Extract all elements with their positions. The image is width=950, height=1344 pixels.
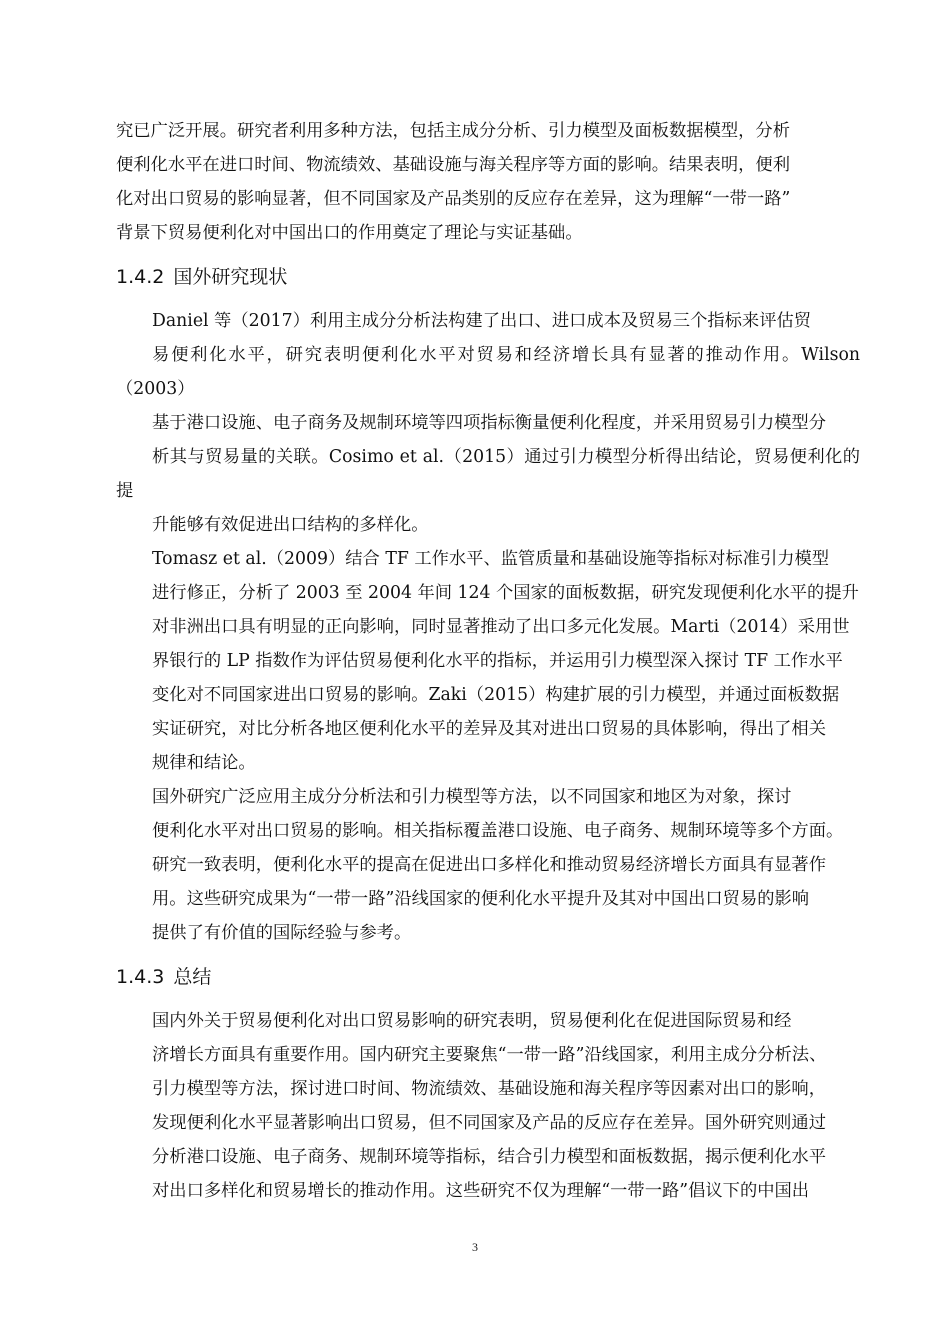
text-line: 发现便利化水平显著影响出口贸易，但不同国家及产品的反应存在差异。国外研究则通过 [152,1113,826,1133]
text-line: Tomasz et al.（2009）结合 TF 工作水平、监管质量和基础设施等指标对标准引力模型 [152,549,830,569]
text-line: 实证研究，对比分析各地区便利化水平的差异及其对进出口贸易的具体影响，得出了相关 [152,719,826,739]
text-line: 对非洲出口具有明显的正向影响，同时显著推动了出口多元化发展。Marti（2014）采用世 [152,617,850,637]
text-line: 规律和结论。 [152,753,256,773]
text-line: 济增长方面具有重要作用。国内研究主要聚焦“一带一路”沿线国家，利用主成分分析法、 [152,1045,827,1065]
page-number: 3 [472,1240,478,1254]
section-heading-1-4-2 [116,250,860,304]
text-line: 便利化水平在进口时间、物流绩效、基础设施与海关程序等方面的影响。结果表明，便利 [116,155,790,175]
paragraph-conclusion [116,1004,860,1208]
text-line: 用。这些研究成果为“一带一路”沿线国家的便利化水平提升及其对中国出口贸易的影响 [152,889,810,909]
text-line: 提供了有价值的国际经验与参考。 [152,923,412,943]
text-line: 析其与贸易量的关联。Cosimo et al.（2015）通过引力模型分析得出结论，贸易便利化的提 [116,447,860,501]
text-line: 易便利化水平，研究表明便利化水平对贸易和经济增长具有显著的推动作用。Wilson（2003） [116,345,860,399]
intro-paragraph [116,114,860,250]
text-line: 界银行的 LP 指数作为评估贸易便利化水平的指标，并运用引力模型深入探讨 TF 工作水平 [152,651,843,671]
text-line: 对出口多样化和贸易增长的推动作用。这些研究不仅为理解“一带一路”倡议下的中国出 [152,1181,810,1201]
paper-body [116,114,860,1208]
text-line: 引力模型等方法，探讨进口时间、物流绩效、基础设施和海关程序等因素对出口的影响， [152,1079,826,1099]
text-line: 进行修正，分析了 2003 至 2004 年间 124 个国家的面板数据，研究发现便利化水平的提升 [152,583,859,603]
section-heading-1-4-3 [116,950,860,1004]
paragraph-daniel [116,304,860,542]
section-number: 1.4.3 [116,966,165,988]
paragraph-foreign-summary [116,780,860,950]
text-line: 变化对不同国家进出口贸易的影响。Zaki（2015）构建扩展的引力模型，并通过面板数据 [152,685,840,705]
text-line: Daniel 等（2017）利用主成分分析法构建了出口、进口成本及贸易三个指标来评估贸 [152,311,812,331]
text-line: 研究一致表明，便利化水平的提高在促进出口多样化和推动贸易经济增长方面具有显著作 [152,855,826,875]
text-line: 国外研究广泛应用主成分分析法和引力模型等方法，以不同国家和地区为对象，探讨 [152,787,792,807]
text-line: 分析港口设施、电子商务、规制环境等指标，结合引力模型和面板数据，揭示便利化水平 [152,1147,826,1167]
section-title: 国外研究现状 [173,266,288,288]
text-line: 国内外关于贸易便利化对出口贸易影响的研究表明，贸易便利化在促进国际贸易和经 [152,1011,792,1031]
paragraph-tomasz [116,542,860,780]
text-line: 究已广泛开展。研究者利用多种方法，包括主成分分析、引力模型及面板数据模型，分析 [116,121,790,141]
text-line: 便利化水平对出口贸易的影响。相关指标覆盖港口设施、电子商务、规制环境等多个方面。 [152,821,844,841]
text-line: 背景下贸易便利化对中国出口的作用奠定了理论与实证基础。 [116,223,583,243]
text-line: 升能够有效促进出口结构的多样化。 [152,515,429,535]
text-line: 基于港口设施、电子商务及规制环境等四项指标衡量便利化程度，并采用贸易引力模型分 [152,413,826,433]
text-line: 化对出口贸易的影响显著，但不同国家及产品类别的反应存在差异，这为理解“一带一路” [116,189,791,209]
section-title: 总结 [173,966,212,988]
section-number: 1.4.2 [116,266,165,288]
